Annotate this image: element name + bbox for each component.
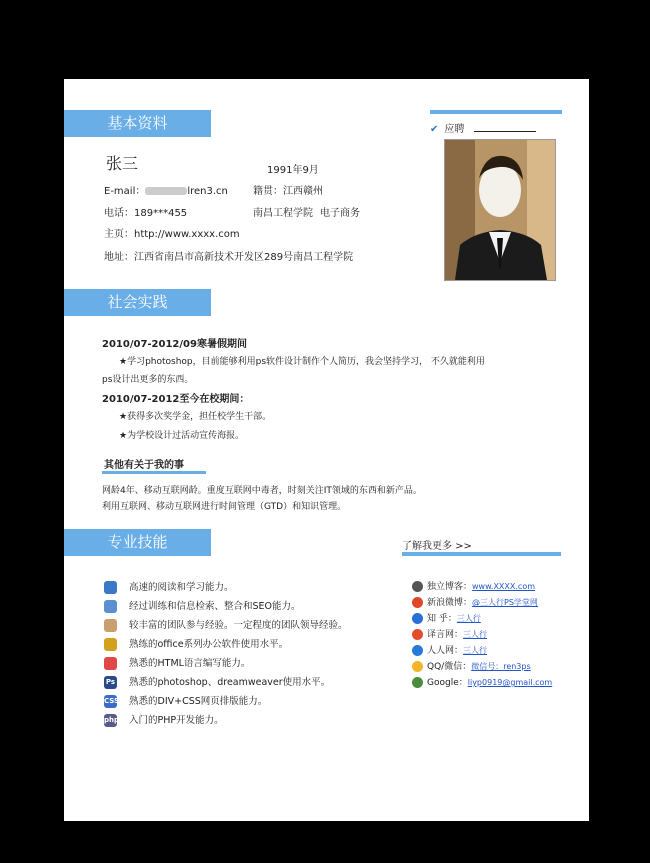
address-row	[104, 248, 353, 263]
skills-section-title: 专业技能	[64, 529, 211, 556]
contact-label: 新浪微博：	[427, 598, 473, 608]
apply-bar	[430, 110, 562, 114]
resume-page	[64, 79, 589, 821]
contact-link[interactable]: @三人行PS学堂网	[472, 598, 538, 607]
contact-link[interactable]: 微信号：ren3ps	[471, 662, 531, 671]
apply-underline	[474, 131, 536, 132]
practice-item-3: ★为学校设计过活动宣传海报。	[119, 431, 245, 441]
native-row	[253, 182, 323, 197]
practice-period-2: 2010/07-2012至今在校期间：	[102, 394, 250, 405]
contact-item	[412, 659, 531, 672]
css-icon: CSS	[104, 695, 117, 708]
contact-item	[412, 611, 481, 624]
contact-link[interactable]: 三人行	[463, 646, 488, 655]
practice-item-1-line-1: ★学习photoshop，目前能够利用ps软件设计制作个人简历，我会坚持学习， 不久就能利用	[119, 357, 485, 367]
blog-icon	[412, 581, 423, 592]
native-value: 江西赣州	[283, 186, 323, 197]
birth-date: 1991年9月	[267, 165, 319, 176]
contact-link[interactable]: 三人行	[463, 630, 488, 639]
check-icon: ✔	[430, 124, 439, 135]
office-icon	[104, 638, 117, 651]
address-label: 地址：	[104, 252, 134, 263]
profile-photo	[444, 139, 556, 281]
book-icon	[104, 581, 117, 594]
contact-item	[412, 675, 552, 688]
skill-item	[104, 636, 288, 651]
skill-item	[104, 617, 348, 632]
php-icon: php	[104, 714, 117, 727]
practice-item-2: ★获得多次奖学金，担任校学生干部。	[119, 412, 272, 422]
skill-text: 熟悉的HTML语言编写能力。	[129, 658, 251, 669]
skill-item	[104, 712, 224, 727]
skill-text: 经过训练和信息检索、整合和SEO能力。	[129, 601, 301, 612]
about-line-1: 网龄4年、移动互联网龄。重度互联网中毒者，时刻关注IT领域的东西和新产品。	[102, 486, 422, 496]
homepage-row	[104, 225, 240, 240]
email-value: lren3.cn	[187, 186, 228, 197]
practice-item-1-line-2: ps设计出更多的东西。	[102, 375, 194, 385]
contact-item	[412, 579, 535, 592]
html-icon	[104, 657, 117, 670]
contact-label: 知 乎：	[427, 614, 457, 624]
zhihu-icon	[412, 613, 423, 624]
team-icon	[104, 619, 117, 632]
photoshop-icon: Ps	[104, 676, 117, 689]
skill-item	[104, 674, 330, 689]
skill-text: 熟悉的DIV+CSS网页排版能力。	[129, 696, 268, 707]
yeeyan-icon	[412, 629, 423, 640]
major: 电子商务	[320, 208, 360, 219]
contact-item	[412, 643, 487, 656]
about-line-2: 利用互联网、移动互联网进行时间管理（GTD）和知识管理。	[102, 502, 347, 512]
about-title: 其他有关于我的事	[104, 460, 184, 471]
contact-label: 译言网：	[427, 630, 464, 640]
apply-label: 应聘	[444, 124, 465, 135]
name: 张三	[106, 154, 139, 173]
school: 南昌工程学院	[253, 208, 313, 219]
basic-section-title: 基本资料	[64, 110, 211, 137]
more-bar	[402, 552, 561, 556]
contact-link[interactable]: liyp0919@gmail.com	[467, 678, 553, 687]
contact-link[interactable]: 三人行	[456, 614, 481, 623]
address-value: 江西省南昌市高新技术开发区289号南昌工程学院	[134, 252, 354, 263]
skill-item	[104, 655, 250, 670]
contact-label: 人人网：	[427, 646, 464, 656]
homepage-label: 主页：	[104, 229, 134, 240]
skill-text: 熟练的office系列办公软件使用水平。	[129, 639, 289, 650]
contact-item	[412, 627, 487, 640]
skill-text: 高速的阅读和学习能力。	[129, 582, 234, 593]
email-blur	[145, 187, 187, 195]
skill-text: 入门的PHP开发能力。	[129, 715, 224, 726]
renren-icon	[412, 645, 423, 656]
contact-label: Google：	[427, 678, 468, 688]
contact-label: 独立博客：	[427, 582, 473, 592]
apply-row	[430, 120, 536, 135]
phone-row	[104, 204, 187, 219]
skill-text: 熟悉的photoshop、dreamweaver使用水平。	[129, 677, 331, 688]
native-label: 籍贯：	[253, 186, 283, 197]
qq-icon	[412, 661, 423, 672]
contact-link[interactable]: www.XXXX.com	[472, 582, 536, 591]
contact-item	[412, 595, 538, 608]
skill-item	[104, 598, 301, 613]
weibo-icon	[412, 597, 423, 608]
email-row	[104, 182, 228, 197]
practice-section-title: 社会实践	[64, 289, 211, 316]
more-title: 了解我更多 >>	[402, 541, 472, 552]
pencil-icon	[104, 600, 117, 613]
skill-item	[104, 579, 234, 594]
contact-label: QQ/微信：	[427, 662, 472, 672]
google-icon	[412, 677, 423, 688]
person-silhouette-icon	[445, 140, 555, 280]
about-underline	[102, 471, 206, 474]
skill-item	[104, 693, 267, 708]
skill-text: 较丰富的团队参与经验。一定程度的团队领导经验。	[129, 620, 348, 631]
phone-label: 电话：	[104, 208, 134, 219]
phone-value: 189***455	[134, 208, 188, 219]
practice-period-1: 2010/07-2012/09寒暑假期间	[102, 339, 247, 350]
email-label: E-mail：	[104, 186, 146, 197]
homepage-value[interactable]: http://www.xxxx.com	[134, 229, 240, 240]
